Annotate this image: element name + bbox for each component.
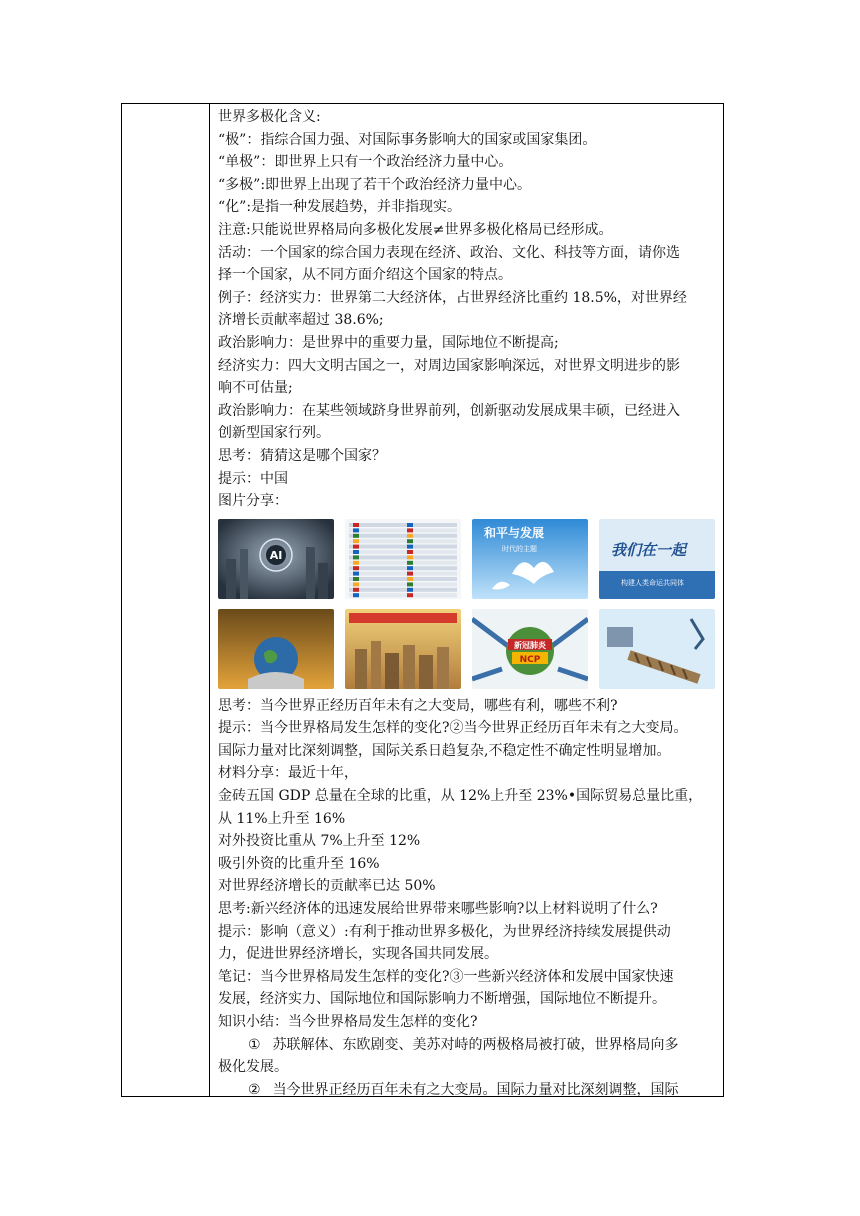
content-cell bbox=[218, 106, 718, 1101]
text-line: 世界多极化含义: bbox=[218, 109, 321, 125]
text-line: 思考：猜猜这是哪个国家？ bbox=[218, 447, 386, 464]
text-line: 金砖五国 GDP 总量在全球的比重，从 12%上升至 23%•国际贸易总量比重， bbox=[218, 788, 703, 805]
text-line: “多极”:即世界上出现了若干个政治经济力量中心。 bbox=[218, 176, 532, 193]
text-line: 提示：影响（意义）:有利于推动世界多极化，为世界经济持续发展提供动 bbox=[218, 923, 671, 940]
ncp-label-cn: 新冠肺炎 bbox=[514, 640, 546, 650]
ncp-label: NCP bbox=[519, 654, 541, 665]
text-line: 政治影响力：在某些领域跻身世界前列，创新驱动发展成果丰硕，已经进入 bbox=[218, 402, 680, 419]
text-line: 从 11%上升至 16% bbox=[218, 810, 346, 827]
text-line: 思考:新兴经济体的迅速发展给世界带来哪些影响?以上材料说明了什么? bbox=[218, 901, 658, 918]
text-line: 发展，经济实力、国际地位和国际影响力不断增强，国际地位不断提升。 bbox=[218, 991, 666, 1008]
text-line: 创新型国家行列。 bbox=[218, 425, 330, 442]
text-line: 例子：经济实力：世界第二大经济体，占世界经济比重约 18.5%，对世界经 bbox=[218, 289, 687, 306]
country-ranking-table-image bbox=[345, 519, 461, 599]
text-line: 经济实力：四大文明古国之一，对周边国家影响深远，对世界文明进步的影 bbox=[218, 357, 680, 374]
together-community-image bbox=[599, 519, 715, 599]
list-text: 苏联解体、东欧剧变、美苏对峙的两极格局被打破，世界格局向多 bbox=[272, 1036, 679, 1053]
list-number: ② bbox=[248, 1081, 261, 1098]
text-line: 国际力量对比深刻调整，国际关系日趋复杂,不稳定性不确定性明显增加。 bbox=[218, 742, 671, 759]
broken-bridge-cartoon-image bbox=[599, 609, 715, 689]
text-line: “单极”：即世界上只有一个政治经济力量中心。 bbox=[218, 154, 513, 171]
text-line: 济增长贡献率超过 38.6%; bbox=[218, 312, 384, 329]
text-line: 吸引外资的比重升至 16% bbox=[218, 855, 380, 872]
summary-list-item bbox=[218, 1079, 718, 1102]
list-text-continued: 极化发展。 bbox=[218, 1059, 288, 1076]
summary-list-item bbox=[218, 1034, 718, 1057]
list-number: ① bbox=[248, 1036, 261, 1053]
lesson-table bbox=[121, 103, 724, 1097]
text-line: 提示：中国 bbox=[218, 470, 288, 487]
city-skyline-image bbox=[345, 609, 461, 689]
text-line: 活动：一个国家的综合国力表现在经济、政治、文化、科技等方面，请你选 bbox=[218, 244, 680, 261]
text-line: 笔记：当今世界格局发生怎样的变化?③一些新兴经济体和发展中国家快速 bbox=[218, 968, 674, 985]
text-line: 对外投资比重从 7%上升至 12% bbox=[218, 833, 421, 850]
ai-city-image bbox=[218, 519, 334, 599]
text-line: 材料分享：最近十年， bbox=[218, 765, 358, 782]
text-line: 提示：当今世界格局发生怎样的变化?②当今世界正经历百年未有之大变局。 bbox=[218, 720, 688, 737]
text-line: 图片分享： bbox=[218, 493, 288, 510]
ai-label: AI bbox=[269, 548, 283, 562]
list-text: 当今世界正经历百年未有之大变局。国际力量对比深刻调整，国际 bbox=[272, 1081, 679, 1098]
together-title: 我们在一起 bbox=[611, 540, 687, 559]
text-line: 知识小结：当今世界格局发生怎样的变化? bbox=[218, 1014, 478, 1030]
text-line: “化”:是指一种发展趋势，并非指现实。 bbox=[218, 199, 462, 216]
text-line: 力，促进世界经济增长，实现各国共同发展。 bbox=[218, 946, 498, 963]
text-line: 择一个国家，从不同方面介绍这个国家的特点。 bbox=[218, 267, 512, 284]
burning-earth-image bbox=[218, 609, 334, 689]
peace-development-image bbox=[472, 519, 588, 599]
text-line: “极”：指综合国力强、对国际事务影响大的国家或国家集团。 bbox=[218, 131, 597, 148]
text-line: 政治影响力：是世界中的重要力量，国际地位不断提高; bbox=[218, 334, 559, 351]
image-gallery bbox=[218, 519, 718, 689]
peace-subtitle: 时代的主题 bbox=[502, 544, 537, 553]
text-line: 注意:只能说世界格局向多极化发展≠世界多极化格局已经形成。 bbox=[218, 221, 613, 238]
together-subtitle: 构建人类命运共同体 bbox=[621, 578, 684, 587]
text-line: 响不可估量; bbox=[218, 380, 293, 397]
text-line: 思考：当今世界正经历百年未有之大变局，哪些有利，哪些不利? bbox=[218, 697, 618, 714]
ncp-virus-image bbox=[472, 609, 588, 689]
text-line: 对世界经济增长的贡献率已达 50% bbox=[218, 878, 436, 895]
peace-title: 和平与发展 bbox=[484, 525, 545, 540]
left-column-cell bbox=[122, 104, 210, 1096]
